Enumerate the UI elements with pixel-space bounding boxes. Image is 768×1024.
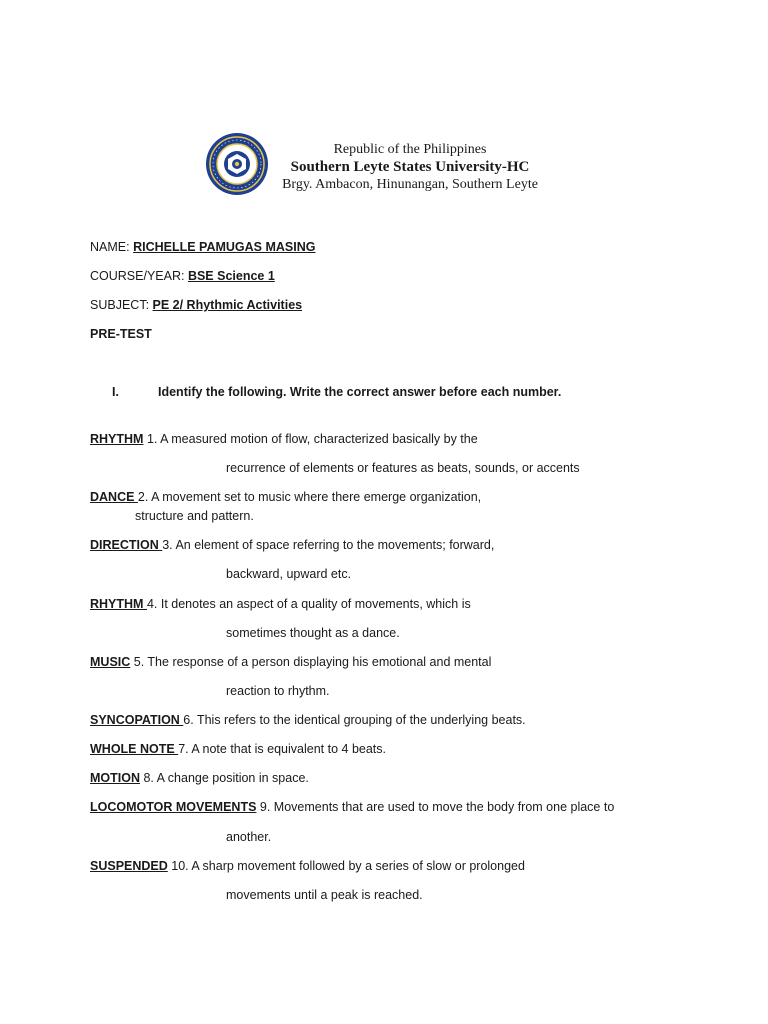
item-5 [90, 655, 491, 669]
subject-row [90, 298, 302, 312]
item-answer: RHYTHM [90, 597, 147, 611]
republic-line: Republic of the Philippines [333, 142, 487, 157]
item-text: 6. This refers to the identical grouping of the underlying beats. [183, 713, 526, 727]
item-8 [90, 771, 309, 785]
course-label: COURSE/YEAR: [90, 269, 188, 283]
item-text: 2. A movement set to music where there emerge organization, [137, 490, 482, 504]
item-10 [90, 859, 525, 873]
university-name: Southern Leyte States University-HC [290, 159, 530, 175]
item-text: 3. An element of space referring to the movements; forward, [162, 538, 495, 552]
item-answer: SUSPENDED [90, 859, 168, 873]
item-answer: DANCE [90, 490, 138, 504]
item-5-cont: reaction to rhythm. [226, 684, 330, 698]
university-address: Brgy. Ambacon, Hinunangan, Southern Leyte [282, 177, 538, 192]
item-6 [90, 713, 526, 727]
item-text: 8. A change position in space. [140, 771, 309, 785]
item-9-cont: another. [226, 830, 272, 844]
item-2 [90, 490, 481, 504]
item-answer: MOTION [90, 771, 140, 785]
name-label: NAME: [90, 240, 134, 254]
name-row [90, 240, 315, 254]
item-10-cont: movements until a peak is reached. [226, 888, 423, 902]
letterhead-text [275, 141, 545, 193]
item-answer: MUSIC [90, 655, 131, 669]
course-row [90, 269, 275, 283]
university-seal-icon [205, 132, 269, 196]
item-4-cont: sometimes thought as a dance. [226, 626, 400, 640]
item-3 [90, 538, 494, 552]
item-text: 10. A sharp movement followed by a series of slow or prolonged [167, 859, 525, 873]
item-4 [90, 597, 471, 611]
subject-value: PE 2/ Rhythmic Activities [152, 298, 303, 312]
item-text: 4. It denotes an aspect of a quality of movements, which is [146, 597, 471, 611]
item-answer: WHOLE NOTE [90, 742, 179, 756]
item-1 [90, 432, 478, 446]
name-value: RICHELLE PAMUGAS MASING [133, 240, 316, 254]
item-text: 7. A note that is equivalent to 4 beats. [178, 742, 386, 756]
course-value: BSE Science 1 [187, 269, 275, 283]
subject-label: SUBJECT: [90, 298, 153, 312]
item-answer: DIRECTION [90, 538, 163, 552]
item-text: 5. The response of a person displaying his emotional and mental [130, 655, 492, 669]
item-text: 9. Movements that are used to move the body from one place to [256, 800, 615, 814]
item-text: 1. A measured motion of flow, characterized basically by the [143, 432, 478, 446]
item-2-cont: structure and pattern. [135, 509, 254, 523]
section-instruction: Identify the following. Write the correct answer before each number. [158, 385, 562, 399]
letterhead [205, 132, 545, 198]
item-answer: SYNCOPATION [90, 713, 184, 727]
item-9 [90, 800, 614, 814]
test-type: PRE-TEST [90, 327, 152, 341]
item-3-cont: backward, upward etc. [226, 567, 352, 581]
item-1-cont: recurrence of elements or features as beats, sounds, or accents [226, 461, 580, 475]
item-7 [90, 742, 386, 756]
item-answer: RHYTHM [90, 432, 144, 446]
item-answer: LOCOMOTOR MOVEMENTS [90, 800, 257, 814]
section-numeral: I. [112, 385, 119, 399]
